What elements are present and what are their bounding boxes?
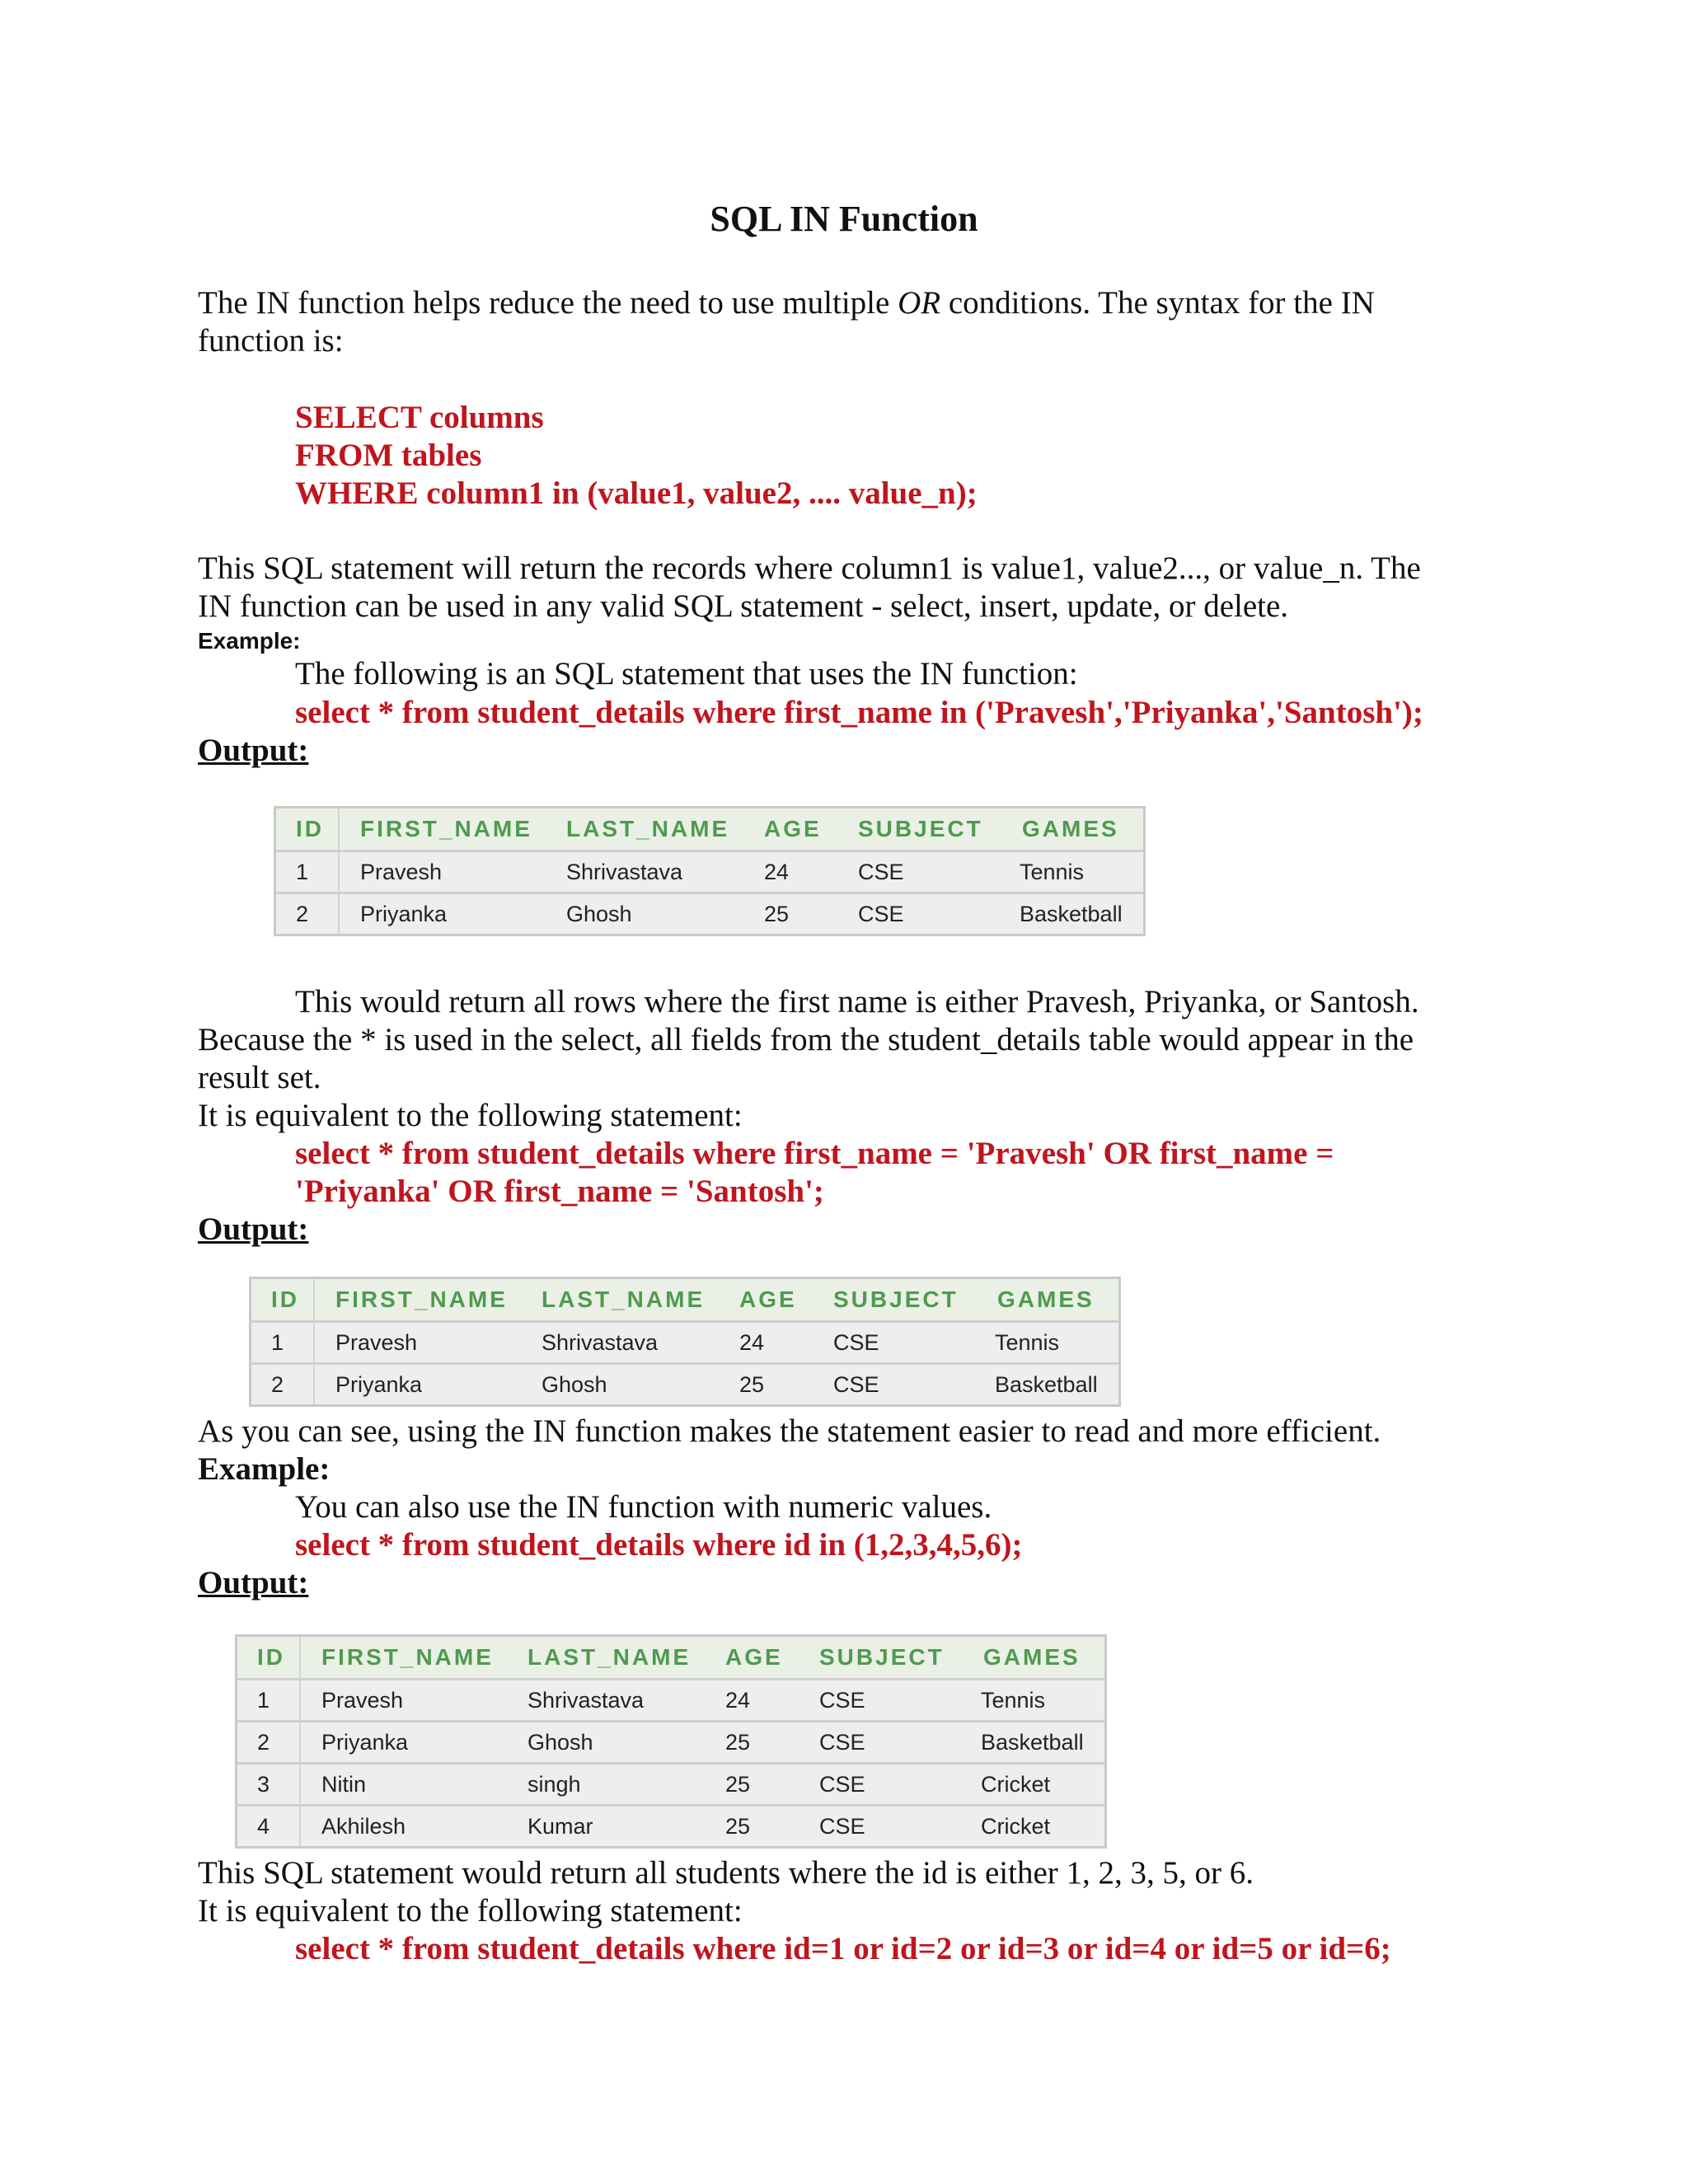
- header-id: ID: [296, 816, 324, 841]
- cell-first-name: Pravesh: [360, 859, 443, 884]
- cell-age: 25: [725, 1729, 751, 1755]
- cell-id: 2: [296, 901, 309, 926]
- cell-first-name: Priyanka: [321, 1729, 409, 1755]
- cell-age: 25: [739, 1371, 765, 1397]
- para3-line-4: It is equivalent to the following statement:: [198, 1098, 743, 1133]
- table-row: [237, 1678, 1104, 1720]
- cell-last-name: Ghosh: [528, 1729, 593, 1755]
- result-table-1: [274, 806, 1146, 936]
- cell-subject: CSE: [858, 859, 904, 884]
- header-last-name: LAST_NAME: [528, 1644, 692, 1670]
- example2-query: select * from student_details where id in (1,2,3,4,5,6);: [295, 1527, 1023, 1563]
- cell-id: 1: [257, 1687, 270, 1713]
- result-table-3: [235, 1634, 1107, 1849]
- cell-id: 3: [257, 1771, 270, 1797]
- table-row: [276, 892, 1143, 934]
- header-subject: SUBJECT: [858, 816, 983, 841]
- cell-subject: CSE: [819, 1729, 865, 1755]
- para2-line-2: IN function can be used in any valid SQL statement - select, insert, update, or delete.: [198, 588, 1289, 624]
- cell-subject: CSE: [833, 1329, 879, 1355]
- cell-age: 25: [725, 1813, 751, 1839]
- header-first-name: FIRST_NAME: [321, 1644, 494, 1670]
- para3-line-2: Because the * is used in the select, all fields from the student_details table would appear in the: [198, 1022, 1414, 1057]
- cell-age: 24: [725, 1687, 751, 1713]
- syntax-line-2: FROM tables: [295, 438, 482, 473]
- example1-query: select * from student_details where first_name in ('Pravesh','Priyanka','Santosh');: [295, 695, 1423, 730]
- cell-id: 1: [271, 1329, 284, 1355]
- cell-id: 4: [257, 1813, 270, 1839]
- header-games: GAMES: [997, 1286, 1095, 1312]
- header-first-name: FIRST_NAME: [360, 816, 532, 841]
- cell-last-name: Shrivastava: [566, 859, 683, 884]
- table-row: [237, 1804, 1104, 1846]
- cell-subject: CSE: [833, 1371, 879, 1397]
- header-age: AGE: [725, 1644, 783, 1670]
- cell-last-name: Shrivastava: [542, 1329, 659, 1355]
- cell-subject: CSE: [858, 901, 904, 926]
- output-label-3: Output:: [198, 1565, 309, 1601]
- cell-subject: CSE: [819, 1813, 865, 1839]
- cell-first-name: Pravesh: [321, 1687, 404, 1713]
- cell-games: Tennis: [981, 1687, 1046, 1713]
- table-header-row: [276, 808, 1143, 850]
- header-subject: SUBJECT: [833, 1286, 959, 1312]
- cell-id: 1: [296, 859, 309, 884]
- equiv1-line-2: 'Priyanka' OR first_name = 'Santosh';: [295, 1174, 824, 1209]
- cell-last-name: singh: [528, 1771, 581, 1797]
- intro-line-2: function is:: [198, 323, 344, 359]
- cell-first-name: Pravesh: [335, 1329, 418, 1355]
- cell-age: 24: [764, 859, 790, 884]
- header-first-name: FIRST_NAME: [335, 1286, 508, 1312]
- cell-first-name: Priyanka: [335, 1371, 423, 1397]
- example-label-2: Example:: [198, 1451, 331, 1487]
- header-last-name: LAST_NAME: [542, 1286, 706, 1312]
- para5-line-1: This SQL statement would return all students where the id is either 1, 2, 3, 5, or 6.: [198, 1855, 1254, 1891]
- cell-games: Tennis: [1020, 859, 1085, 884]
- table-row: [276, 850, 1143, 892]
- example-label-1: Example:: [198, 628, 301, 654]
- cell-last-name: Shrivastava: [528, 1687, 645, 1713]
- output-label-1: Output:: [198, 733, 309, 768]
- example1-desc: The following is an SQL statement that uses the IN function:: [295, 656, 1078, 691]
- header-age: AGE: [764, 816, 822, 841]
- header-id: ID: [271, 1286, 299, 1312]
- table-row: [237, 1762, 1104, 1804]
- cell-id: 2: [257, 1729, 270, 1755]
- cell-subject: CSE: [819, 1771, 865, 1797]
- header-games: GAMES: [983, 1644, 1081, 1670]
- header-games: GAMES: [1022, 816, 1119, 841]
- syntax-line-1: SELECT columns: [295, 400, 544, 435]
- cell-age: 25: [764, 901, 790, 926]
- table-row: [251, 1320, 1118, 1362]
- header-last-name: LAST_NAME: [566, 816, 730, 841]
- para3-line-3: result set.: [198, 1060, 321, 1095]
- cell-games: Basketball: [1020, 901, 1123, 926]
- syntax-line-3: WHERE column1 in (value1, value2, .... value_n);: [295, 476, 978, 511]
- table-header-row: [251, 1279, 1118, 1320]
- cell-games: Basketball: [995, 1371, 1098, 1397]
- cell-games: Tennis: [995, 1329, 1060, 1355]
- table-row: [251, 1362, 1118, 1404]
- intro-line-1: The IN function helps reduce the need to use multiple OR conditions. The syntax for the IN: [198, 285, 1375, 321]
- cell-first-name: Priyanka: [360, 901, 448, 926]
- equiv1-line-1: select * from student_details where first_name = 'Pravesh' OR first_name =: [295, 1136, 1334, 1171]
- page-title: SQL IN Function: [710, 199, 978, 239]
- cell-last-name: Ghosh: [542, 1371, 607, 1397]
- output-label-2: Output:: [198, 1212, 309, 1247]
- header-subject: SUBJECT: [819, 1644, 945, 1670]
- para2-line-1: This SQL statement will return the records where column1 is value1, value2..., or value_n. The: [198, 551, 1421, 586]
- para5-line-2: It is equivalent to the following statement:: [198, 1893, 743, 1929]
- cell-subject: CSE: [819, 1687, 865, 1713]
- cell-first-name: Nitin: [321, 1771, 367, 1797]
- result-table-2: [249, 1277, 1121, 1407]
- header-id: ID: [257, 1644, 285, 1670]
- cell-games: Basketball: [981, 1729, 1084, 1755]
- header-age: AGE: [739, 1286, 797, 1312]
- para4: As you can see, using the IN function makes the statement easier to read and more efficient.: [198, 1413, 1381, 1449]
- cell-age: 24: [739, 1329, 765, 1355]
- cell-first-name: Akhilesh: [321, 1813, 406, 1839]
- example2-desc: You can also use the IN function with numeric values.: [295, 1489, 992, 1525]
- equiv2-query: select * from student_details where id=1 or id=2 or id=3 or id=4 or id=5 or id=6;: [295, 1931, 1391, 1966]
- cell-games: Cricket: [981, 1813, 1051, 1839]
- table-row: [237, 1720, 1104, 1762]
- cell-id: 2: [271, 1371, 284, 1397]
- or-emphasis: OR: [898, 285, 941, 321]
- cell-last-name: Ghosh: [566, 901, 632, 926]
- cell-age: 25: [725, 1771, 751, 1797]
- cell-games: Cricket: [981, 1771, 1051, 1797]
- table-header-row: [237, 1637, 1104, 1678]
- cell-last-name: Kumar: [528, 1813, 593, 1839]
- para3-line-1: This would return all rows where the first name is either Pravesh, Priyanka, or Santosh.: [295, 984, 1419, 1019]
